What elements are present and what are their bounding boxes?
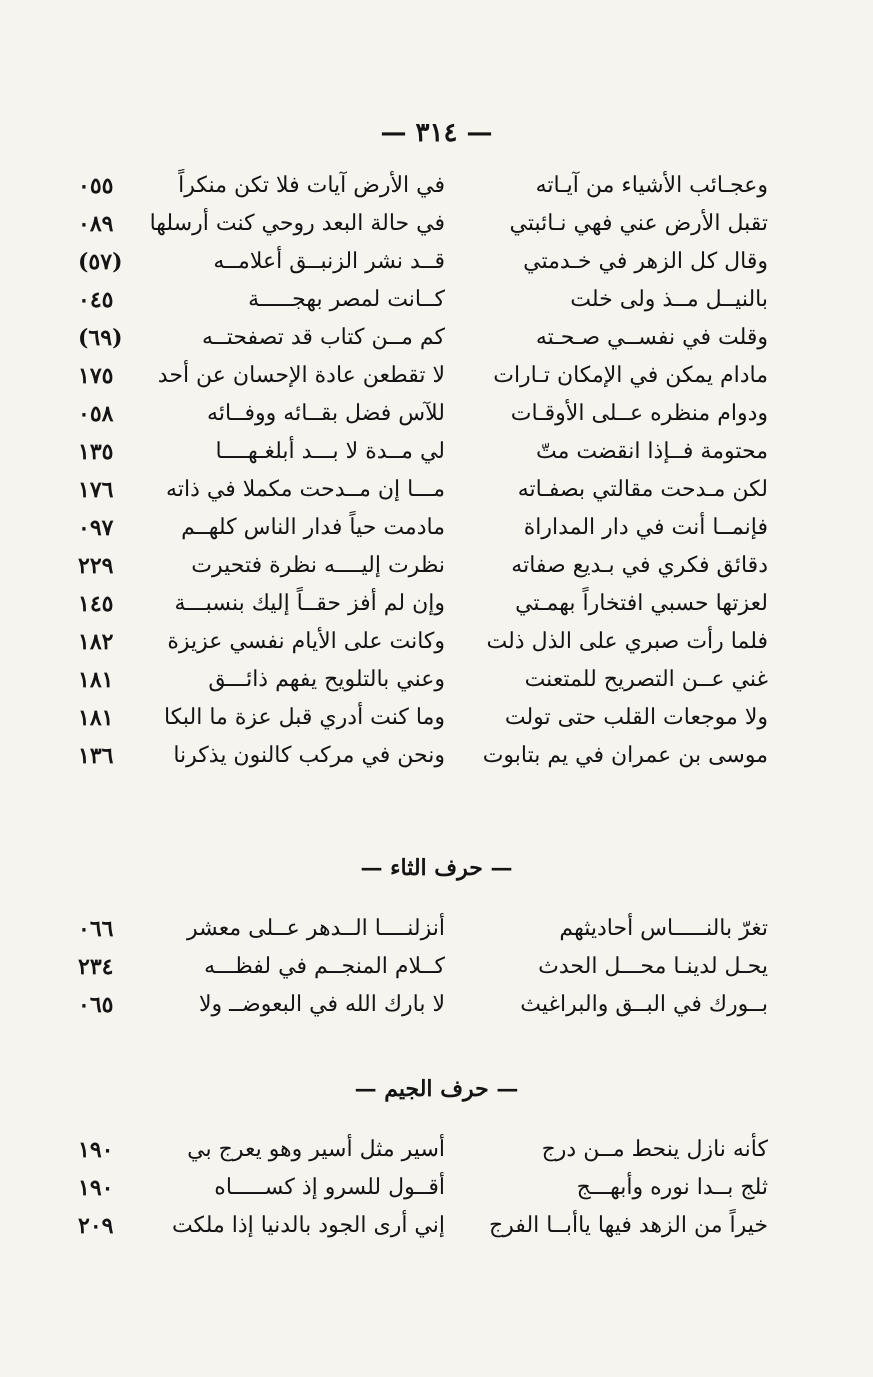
verse-second-hemistich: بالنيــل مــذ ولى خلت <box>570 287 768 312</box>
verse-first-hemistich: وكانت على الأيام نفسي عزيزة <box>167 629 445 654</box>
verse-list-section-2 <box>0 910 873 1024</box>
verse-second-hemistich: يحـل لدينـا محـــل الحدث <box>538 954 768 979</box>
verse-reference-number: ٢٢٩ <box>78 553 114 579</box>
verse-row <box>0 623 873 661</box>
verse-reference-number: ٠٦٥ <box>78 992 114 1018</box>
verse-row <box>0 910 873 948</box>
verse-reference-number: ٠٩٧ <box>78 515 114 541</box>
verse-reference-number: ٢٠٩ <box>78 1213 114 1239</box>
verse-row <box>0 243 873 281</box>
verse-reference-number: ١٣٥ <box>78 439 114 465</box>
verse-reference-number: ٢٣٤ <box>78 954 114 980</box>
verse-second-hemistich: لكن مـدحت مقالتي بصفـاته <box>517 477 768 502</box>
verse-reference-number: ١٣٦ <box>78 743 114 769</box>
verse-second-hemistich: لعزتها حسبي افتخاراً بهمـتي <box>515 591 768 616</box>
verse-reference-number: ١٧٦ <box>78 477 114 503</box>
verse-first-hemistich: لا تقطعن عادة الإحسان عن أحد <box>157 363 445 388</box>
verse-second-hemistich: ودوام منظره عــلى الأوقـات <box>510 401 768 426</box>
verse-first-hemistich: وإن لم أفز حقــاً إليك بنسبـــة <box>174 591 445 616</box>
verse-reference-number: ١٤٥ <box>78 591 114 617</box>
verse-row <box>0 986 873 1024</box>
verse-first-hemistich: قــد نشر الزنبــق أعلامــه <box>213 249 445 274</box>
verse-row <box>0 547 873 585</box>
verse-row <box>0 1131 873 1169</box>
verse-row <box>0 509 873 547</box>
section-title-tha: — حرف الثاء — <box>360 855 513 881</box>
verse-second-hemistich: فإنمــا أنت في دار المداراة <box>523 515 768 540</box>
verse-reference-number: ٠٨٩ <box>78 211 114 237</box>
verse-row <box>0 699 873 737</box>
verse-row <box>0 395 873 433</box>
verse-second-hemistich: مادام يمكن في الإمكان تـارات <box>493 363 768 388</box>
verse-second-hemistich: ثلج بــدا نوره وأبهـــج <box>576 1175 768 1200</box>
verse-reference-number: (٦٩) <box>78 325 123 351</box>
verse-row <box>0 433 873 471</box>
verse-first-hemistich: لا بارك الله في البعوضــ ولا <box>198 992 445 1017</box>
verse-second-hemistich: دقائق فكري في بـديع صفاته <box>511 553 768 578</box>
verse-second-hemistich: ولا موجعات القلب حتى تولت <box>504 705 768 730</box>
verse-first-hemistich: ونحن في مركب كالنون يذكرنا <box>173 743 445 768</box>
verse-reference-number: ١٩٠ <box>78 1175 114 1201</box>
verse-first-hemistich: في الأرض آيات فلا تكن منكراً <box>178 173 445 198</box>
verse-first-hemistich: أنزلنــــا الــدهر عــلى معشر <box>187 916 445 941</box>
verse-second-hemistich: فلما رأت صبري على الذل ذلت <box>486 629 768 654</box>
verse-reference-number: ٠٥٨ <box>78 401 114 427</box>
verse-second-hemistich: تقبل الأرض عني فهي نـائبتي <box>509 211 768 236</box>
verse-row <box>0 471 873 509</box>
verse-second-hemistich: محتومة فــإذا انقضت متّ <box>536 439 768 464</box>
verse-second-hemistich: تغرّ بالنـــــاس أحاديثهم <box>559 916 768 941</box>
verse-second-hemistich: غني عــن التصريح للمتعنت <box>524 667 768 692</box>
verse-second-hemistich: وعجـائب الأشياء من آيـاته <box>535 173 768 198</box>
verse-first-hemistich: نظرت إليــــه نظرة فتحيرت <box>191 553 445 578</box>
verse-first-hemistich: مادمت حياً فدار الناس كلهــم <box>181 515 445 540</box>
verse-row <box>0 167 873 205</box>
verse-list-section-1 <box>0 167 873 775</box>
verse-reference-number: ١٨١ <box>78 705 114 731</box>
verse-row <box>0 319 873 357</box>
verse-second-hemistich: كأنه نازل ينحط مــن درج <box>541 1137 768 1162</box>
verse-reference-number: ٠٥٥ <box>78 173 114 199</box>
verse-first-hemistich: إني أرى الجود بالدنيا إذا ملكت <box>171 1213 445 1238</box>
verse-row <box>0 737 873 775</box>
verse-list-section-3 <box>0 1131 873 1245</box>
verse-reference-number: ١٩٠ <box>78 1137 114 1163</box>
verse-first-hemistich: أسير مثل أسير وهو يعرج بي <box>187 1137 445 1162</box>
verse-first-hemistich: كــلام المنجــم في لفظـــه <box>204 954 445 979</box>
verse-second-hemistich: خيراً من الزهد فيها ياأبــا الفرج <box>488 1213 768 1238</box>
verse-first-hemistich: في حالة البعد روحي كنت أرسلها <box>149 211 445 236</box>
verse-first-hemistich: مـــا إن مــدحت مكملا في ذاته <box>166 477 445 502</box>
verse-first-hemistich: وما كنت أدري قبل عزة ما البكا <box>164 705 445 730</box>
verse-second-hemistich: بــورك في البــق والبراغيث <box>520 992 768 1017</box>
verse-row <box>0 948 873 986</box>
verse-reference-number: ٠٦٦ <box>78 916 114 942</box>
verse-reference-number: ١٨١ <box>78 667 114 693</box>
verse-row <box>0 661 873 699</box>
verse-first-hemistich: كم مــن كتاب قد تصفحتــه <box>202 325 445 350</box>
page-number: — ٣١٤ — <box>380 118 493 148</box>
verse-row <box>0 1207 873 1245</box>
verse-row <box>0 357 873 395</box>
verse-reference-number: ١٧٥ <box>78 363 114 389</box>
verse-row <box>0 1169 873 1207</box>
verse-reference-number: ١٨٢ <box>78 629 114 655</box>
verse-row <box>0 281 873 319</box>
verse-second-hemistich: وقلت في نفســي صـحـته <box>535 325 768 350</box>
section-title-jim: — حرف الجيم — <box>354 1076 519 1102</box>
verse-second-hemistich: وقال كل الزهر في خـدمتي <box>523 249 768 274</box>
verse-row <box>0 205 873 243</box>
verse-first-hemistich: أقــول للسرو إذ كســـــاه <box>214 1175 445 1200</box>
verse-row <box>0 585 873 623</box>
verse-first-hemistich: لي مــدة لا بـــد أبلغـهــــا <box>215 439 445 464</box>
verse-first-hemistich: للآس فضل بقــائه ووفــائه <box>207 401 445 426</box>
verse-first-hemistich: كــانت لمصر بهجـــــة <box>248 287 445 312</box>
verse-second-hemistich: موسى بن عمران في يم بتابوت <box>482 743 768 768</box>
verse-reference-number: (٥٧) <box>78 249 123 275</box>
verse-reference-number: ٠٤٥ <box>78 287 114 313</box>
verse-first-hemistich: وعني بالتلويح يفهم ذائـــق <box>208 667 445 692</box>
